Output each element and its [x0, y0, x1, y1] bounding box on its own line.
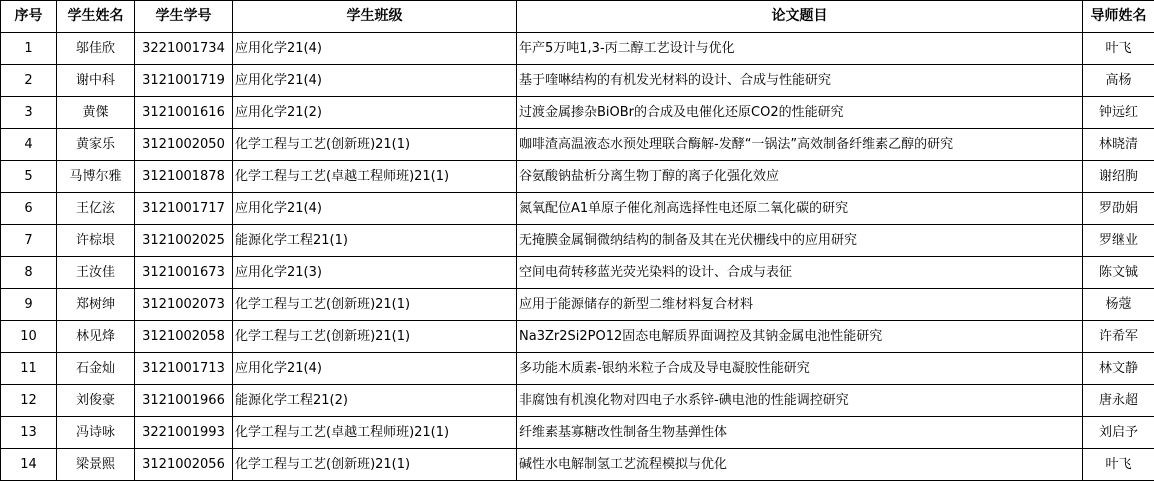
table-row — [1, 449, 1154, 481]
cell-student-name: 梁景熙 — [57, 449, 135, 481]
cell-student-id: 3121002050 — [135, 129, 233, 161]
table-row — [1, 33, 1154, 65]
header-index: 序号 — [1, 1, 57, 33]
cell-thesis-title: 空间电荷转移蓝光荧光染料的设计、合成与表征 — [517, 257, 1083, 289]
cell-student-name: 许棕垠 — [57, 225, 135, 257]
table-header-row — [1, 1, 1154, 33]
cell-student-id: 3121001616 — [135, 97, 233, 129]
cell-index: 5 — [1, 161, 57, 193]
table-row — [1, 353, 1154, 385]
cell-advisor: 罗继业 — [1083, 225, 1154, 257]
table-row — [1, 65, 1154, 97]
cell-student-id: 3221001993 — [135, 417, 233, 449]
cell-advisor: 钟远红 — [1083, 97, 1154, 129]
cell-advisor: 林文静 — [1083, 353, 1154, 385]
cell-index: 1 — [1, 33, 57, 65]
cell-advisor: 陈文铖 — [1083, 257, 1154, 289]
header-thesis-title: 论文题目 — [517, 1, 1083, 33]
cell-student-id: 3121002056 — [135, 449, 233, 481]
cell-index: 3 — [1, 97, 57, 129]
cell-class: 能源化学工程21(1) — [233, 225, 517, 257]
table-row — [1, 161, 1154, 193]
cell-advisor: 谢绍朐 — [1083, 161, 1154, 193]
cell-class: 化学工程与工艺(卓越工程师班)21(1) — [233, 417, 517, 449]
cell-student-id: 3121002073 — [135, 289, 233, 321]
cell-index: 11 — [1, 353, 57, 385]
cell-class: 化学工程与工艺(创新班)21(1) — [233, 449, 517, 481]
cell-class: 应用化学21(4) — [233, 353, 517, 385]
cell-student-name: 郑树绅 — [57, 289, 135, 321]
cell-index: 7 — [1, 225, 57, 257]
cell-class: 应用化学21(4) — [233, 33, 517, 65]
header-advisor: 导师姓名 — [1083, 1, 1154, 33]
table-body — [1, 33, 1154, 481]
cell-thesis-title: 应用于能源储存的新型二维材料复合材料 — [517, 289, 1083, 321]
cell-class: 应用化学21(4) — [233, 65, 517, 97]
cell-advisor: 叶飞 — [1083, 449, 1154, 481]
cell-student-name: 冯诗咏 — [57, 417, 135, 449]
table-row — [1, 193, 1154, 225]
cell-index: 2 — [1, 65, 57, 97]
cell-advisor: 唐永超 — [1083, 385, 1154, 417]
table-row — [1, 289, 1154, 321]
cell-thesis-title: 咖啡渣高温液态水预处理联合酶解-发酵“一锅法”高效制备纤维素乙醇的研究 — [517, 129, 1083, 161]
cell-advisor: 刘启予 — [1083, 417, 1154, 449]
cell-class: 应用化学21(3) — [233, 257, 517, 289]
cell-student-id: 3121001878 — [135, 161, 233, 193]
cell-student-id: 3121001719 — [135, 65, 233, 97]
table-row — [1, 257, 1154, 289]
cell-thesis-title: 氮氧配位A1单原子催化剂高选择性电还原二氧化碳的研究 — [517, 193, 1083, 225]
cell-index: 4 — [1, 129, 57, 161]
cell-student-name: 谢中科 — [57, 65, 135, 97]
cell-thesis-title: 谷氨酸钠盐析分离生物丁醇的离子化强化效应 — [517, 161, 1083, 193]
cell-thesis-title: 非腐蚀有机溴化物对四电子水系锌-碘电池的性能调控研究 — [517, 385, 1083, 417]
table-row — [1, 225, 1154, 257]
cell-student-name: 王汝佳 — [57, 257, 135, 289]
cell-index: 8 — [1, 257, 57, 289]
cell-thesis-title: 年产5万吨1,3-丙二醇工艺设计与优化 — [517, 33, 1083, 65]
cell-student-id: 3121001713 — [135, 353, 233, 385]
cell-class: 化学工程与工艺(创新班)21(1) — [233, 129, 517, 161]
cell-class: 应用化学21(2) — [233, 97, 517, 129]
table-row — [1, 385, 1154, 417]
cell-index: 9 — [1, 289, 57, 321]
cell-class: 化学工程与工艺(卓越工程师班)21(1) — [233, 161, 517, 193]
cell-student-name: 林见烽 — [57, 321, 135, 353]
cell-thesis-title: Na3Zr2Si2PO12固态电解质界面调控及其钠金属电池性能研究 — [517, 321, 1083, 353]
cell-student-name: 邬佳欣 — [57, 33, 135, 65]
cell-advisor: 叶飞 — [1083, 33, 1154, 65]
cell-thesis-title: 纤维素基寡糖改性制备生物基弹性体 — [517, 417, 1083, 449]
cell-student-name: 黄家乐 — [57, 129, 135, 161]
cell-student-id: 3121002058 — [135, 321, 233, 353]
cell-thesis-title: 无掩膜金属铜微纳结构的制备及其在光伏栅线中的应用研究 — [517, 225, 1083, 257]
cell-index: 12 — [1, 385, 57, 417]
cell-thesis-title: 过渡金属掺杂BiOBr的合成及电催化还原CO2的性能研究 — [517, 97, 1083, 129]
header-class: 学生班级 — [233, 1, 517, 33]
table-row — [1, 129, 1154, 161]
cell-thesis-title: 多功能木质素-银纳米粒子合成及导电凝胶性能研究 — [517, 353, 1083, 385]
table-row — [1, 321, 1154, 353]
table-row — [1, 417, 1154, 449]
header-student-id: 学生学号 — [135, 1, 233, 33]
cell-student-name: 石金灿 — [57, 353, 135, 385]
cell-class: 化学工程与工艺(创新班)21(1) — [233, 289, 517, 321]
header-student-name: 学生姓名 — [57, 1, 135, 33]
cell-advisor: 许希军 — [1083, 321, 1154, 353]
cell-thesis-title: 碱性水电解制氢工艺流程模拟与优化 — [517, 449, 1083, 481]
cell-thesis-title: 基于喹啉结构的有机发光材料的设计、合成与性能研究 — [517, 65, 1083, 97]
cell-student-name: 刘俊豪 — [57, 385, 135, 417]
cell-student-id: 3121001966 — [135, 385, 233, 417]
table-row — [1, 97, 1154, 129]
cell-advisor: 罗劭娟 — [1083, 193, 1154, 225]
cell-advisor: 林晓清 — [1083, 129, 1154, 161]
cell-index: 14 — [1, 449, 57, 481]
cell-student-name: 马博尔雅 — [57, 161, 135, 193]
cell-advisor: 杨蔻 — [1083, 289, 1154, 321]
cell-student-name: 王亿泫 — [57, 193, 135, 225]
cell-student-id: 3121002025 — [135, 225, 233, 257]
cell-index: 6 — [1, 193, 57, 225]
cell-advisor: 高杨 — [1083, 65, 1154, 97]
cell-student-id: 3221001734 — [135, 33, 233, 65]
cell-student-id: 3121001673 — [135, 257, 233, 289]
cell-class: 应用化学21(4) — [233, 193, 517, 225]
cell-student-name: 黄傑 — [57, 97, 135, 129]
cell-index: 13 — [1, 417, 57, 449]
cell-class: 能源化学工程21(2) — [233, 385, 517, 417]
cell-class: 化学工程与工艺(创新班)21(1) — [233, 321, 517, 353]
cell-index: 10 — [1, 321, 57, 353]
cell-student-id: 3121001717 — [135, 193, 233, 225]
